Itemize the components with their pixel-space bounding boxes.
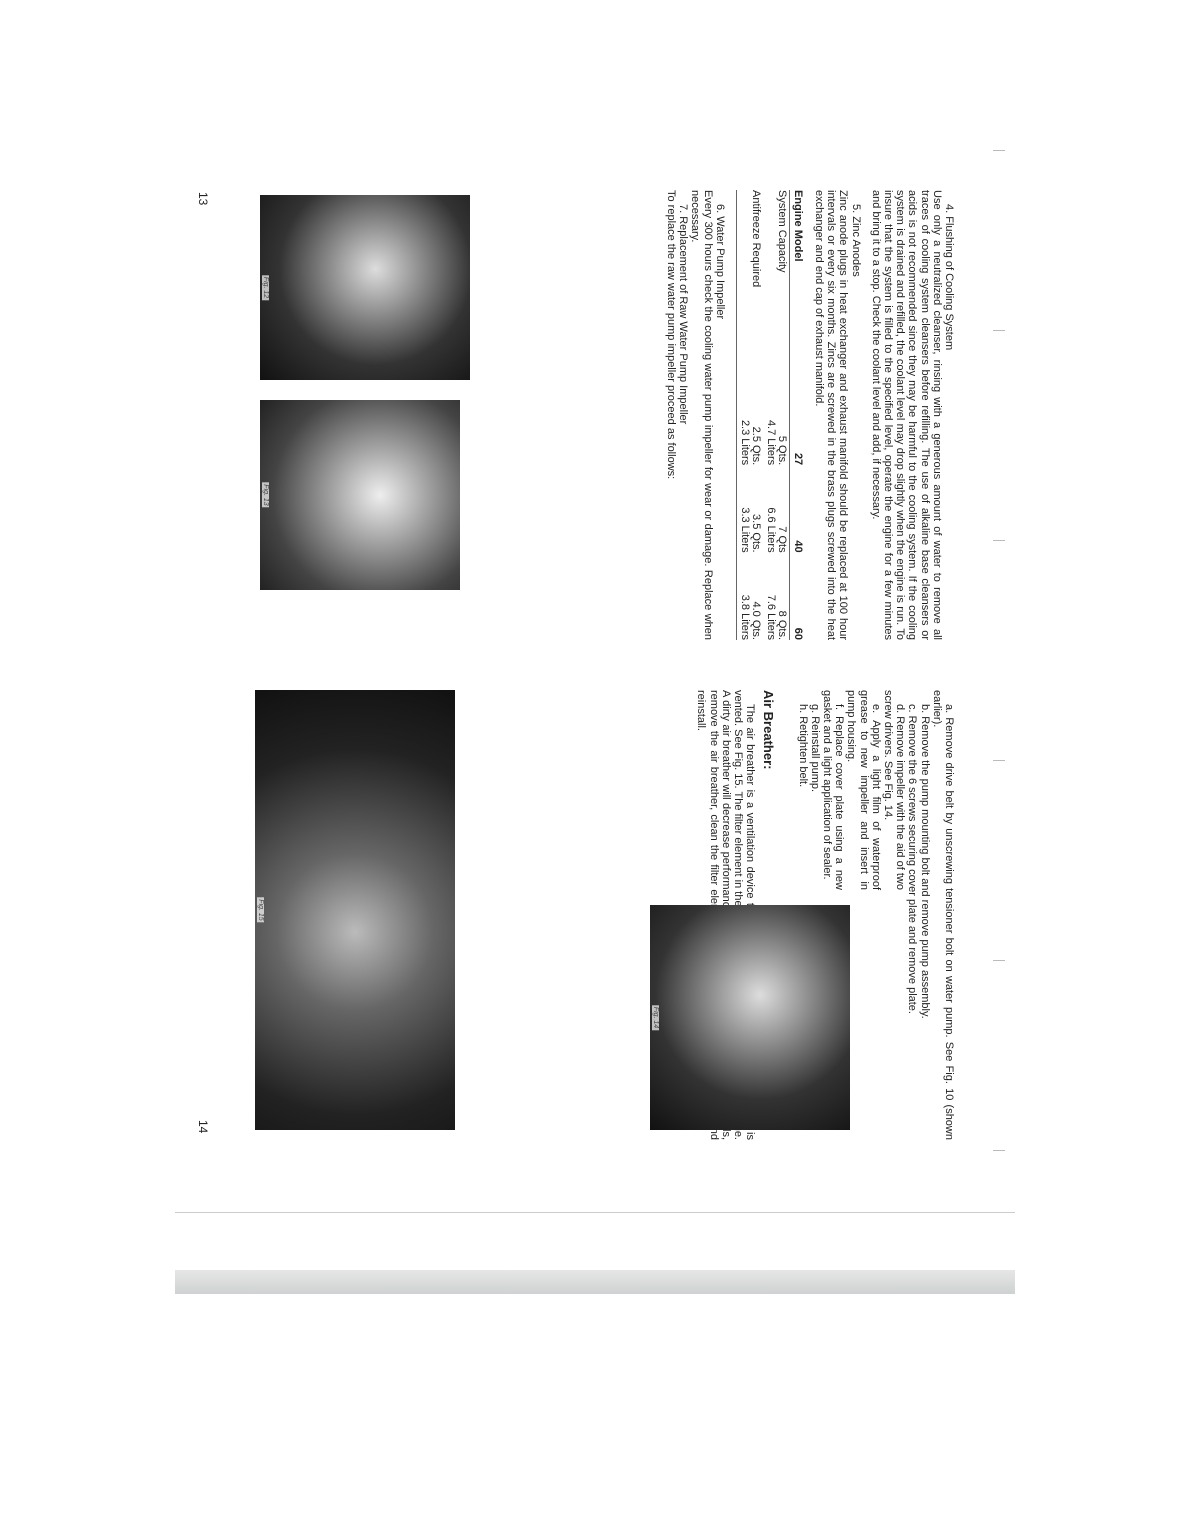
table-header: 40	[789, 465, 805, 552]
cell: 5 Qts.	[775, 435, 788, 466]
cell: 4.0 Qts.	[749, 601, 762, 640]
cell: 3.5 Qts.	[749, 514, 762, 553]
scan-edge-line	[175, 1212, 1015, 1213]
margin-tick	[993, 330, 1005, 331]
section-text: Every 300 hours check the cooling water pump impeller for wear or damage. Replace when necessary.	[689, 190, 714, 640]
figure-12-photo	[260, 195, 470, 380]
row-label: Antifreeze Required	[736, 190, 763, 378]
step: g. Reinstall pump.	[808, 704, 821, 793]
section-heading: 5. Zinc Anodes	[849, 204, 862, 277]
cell: 4.7 Liters	[764, 419, 777, 466]
figure-caption: Fig. 15	[257, 899, 264, 921]
cell: 8 Qts.	[775, 610, 788, 640]
margin-tick	[993, 960, 1005, 961]
narrow-steps	[796, 690, 906, 890]
scan-edge-band	[175, 1270, 1015, 1294]
step: f. Replace cover plate using a new gasket and a light application of sealer.	[820, 690, 846, 890]
coolant-capacity-table	[736, 190, 805, 640]
margin-tick	[993, 760, 1005, 761]
air-breather-heading: Air Breather:	[761, 690, 777, 770]
table-row	[763, 190, 790, 640]
margin-tick	[993, 540, 1005, 541]
rotated-manual-spread	[190, 190, 955, 1140]
page-13	[665, 190, 955, 640]
figure-caption: Fig. 13	[262, 484, 269, 506]
cell: 2.3 Liters	[738, 419, 751, 466]
cell: 2.5 Qts.	[749, 426, 762, 466]
cell: 7.6 Liters	[764, 594, 777, 640]
step: b. Remove the pump mounting bolt and remove pump assembly.	[918, 704, 931, 1019]
section-heading: 6. Water Pump Impeller	[713, 204, 726, 320]
table-header: 60	[789, 553, 805, 640]
section-text: To replace the raw water pump impeller proceed as follows:	[664, 190, 677, 480]
air-breather-text: The air breather is a ventilation device is vented. See Fig. 15. The filter element in the A dirty air breather will decrease performance remove the air breather, clean the filter and reinstall.	[695, 690, 757, 1140]
figure-14-photo	[650, 905, 850, 1130]
cell: 3.8 Liters	[738, 594, 751, 640]
figure-caption: Fig. 12	[262, 276, 269, 299]
step: d. Remove impeller with the aid of two screw drivers. See Fig. 14.	[881, 690, 907, 890]
step: e. Apply a light film of waterproof grease to new impeller and insert in pump housing.	[845, 690, 882, 890]
figure-15-photo	[255, 690, 455, 1130]
step: h. Retighten belt.	[796, 704, 809, 788]
table-header: Engine Model	[789, 190, 805, 378]
margin-tick	[993, 150, 1005, 151]
cell: 3.3 Liters	[738, 507, 751, 553]
section-text: Use only a neutralized cleanser, rinsing with a generous amount of water to remove all traces of cooling system cleansers before refilling. The use of alkaline base cleansers or acids is not recommended since they may be harmful to the cooling system. If the cooling system is drained and refilled, the coolant level may drop slightly when the engine is run. To insure that the system is filled to the specified level, operate the engine for a few minutes and bring it to a stop. Check the coolant level and add, if necessary.	[869, 190, 943, 640]
table-row	[736, 190, 763, 640]
step: c. Remove the 6 screws securing cover plate and remove plate.	[906, 704, 919, 1014]
section-text: Zinc anode plugs in heat exchanger and exhaust manifold should be replaced at 100 hour intervals or every six months. Zincs are screwed in the brass plugs screwed into the heat exchanger and end cap of exhaust manifold.	[812, 190, 850, 640]
section-heading: 4. Flushing of Cooling System	[943, 204, 955, 351]
cell: 7 Qts	[775, 526, 788, 553]
page-number: 13	[196, 192, 210, 206]
section-heading: 7. Replacement of Raw Water Pump Impeller	[677, 204, 690, 425]
page-number: 14	[196, 1120, 210, 1134]
margin-tick	[993, 1150, 1005, 1151]
row-label: System Capacity	[775, 190, 788, 273]
figure-13-photo	[260, 400, 460, 590]
step: a. Remove drive belt by unscrewing tensioner bolt on water pump. See Fig. 10 (shown earlier).	[930, 690, 955, 1140]
table-header: 27	[789, 378, 805, 465]
cell: 6.6 Liters	[764, 507, 777, 553]
figure-caption: Fig. 14	[652, 1006, 659, 1029]
